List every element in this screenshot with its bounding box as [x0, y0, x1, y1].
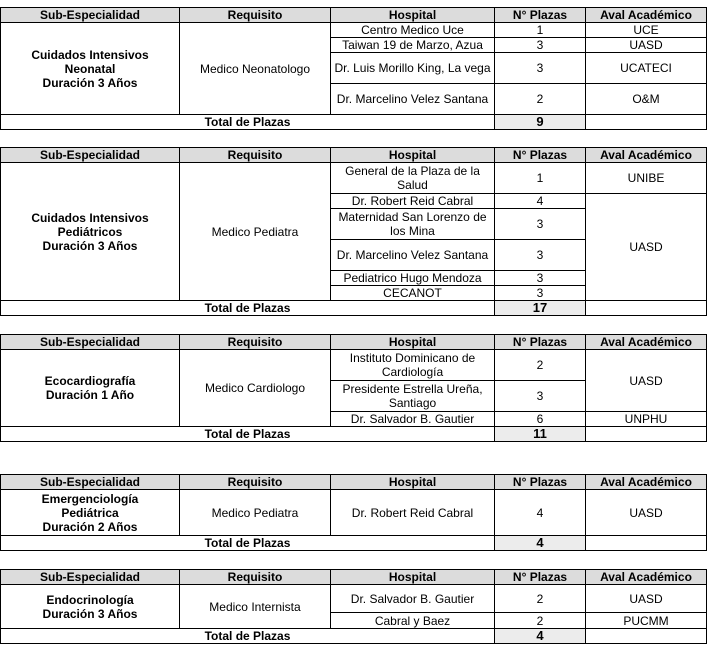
header-row: [1, 335, 707, 350]
header-hosp: Hospital: [331, 335, 495, 350]
plazas: 3: [495, 286, 586, 301]
table-emergenciologia: [0, 474, 707, 551]
total-label: Total de Plazas: [1, 536, 495, 551]
header-row: [1, 570, 707, 585]
plazas: 3: [495, 240, 586, 271]
header-sub: Sub-Especialidad: [1, 8, 180, 23]
total-row: [1, 301, 707, 316]
header-hosp: Hospital: [331, 570, 495, 585]
total-value: 11: [495, 427, 586, 442]
requisito: Medico Cardiologo: [180, 350, 331, 427]
header-row: [1, 8, 707, 23]
hospital: Cabral y Baez: [331, 613, 495, 629]
hospital: Taiwan 19 de Marzo, Azua: [331, 38, 495, 53]
sub-line: Ecocardiografía: [44, 374, 136, 388]
hospital: Dr. Robert Reid Cabral: [331, 490, 495, 536]
header-sub: Sub-Especialidad: [1, 475, 180, 490]
sub-especialidad: [1, 23, 180, 115]
header-plazas: N° Plazas: [495, 335, 586, 350]
plazas: 3: [495, 381, 586, 412]
sub-especialidad: [1, 585, 180, 629]
header-aval: Aval Académico: [586, 148, 707, 163]
header-row: [1, 475, 707, 490]
total-label: Total de Plazas: [1, 301, 495, 316]
sub-line: Cuidados Intensivos: [31, 47, 149, 62]
aval: UASD: [586, 350, 707, 412]
total-blank: [586, 301, 707, 316]
plazas: 2: [495, 585, 586, 613]
table-endocrinologia: [0, 569, 707, 644]
header-plazas: N° Plazas: [495, 8, 586, 23]
total-blank: [586, 115, 707, 130]
aval: UASD: [586, 585, 707, 613]
total-row: [1, 536, 707, 551]
total-label: Total de Plazas: [1, 427, 495, 442]
sub-line: Duración 3 Años: [42, 238, 138, 253]
table-row: [1, 350, 707, 381]
hospital: Centro Medico Uce: [331, 23, 495, 38]
header-sub: Sub-Especialidad: [1, 148, 180, 163]
table-cuidados-pediatricos: [0, 147, 707, 316]
sub-line: Pediátrica: [61, 505, 119, 520]
sub-line: Duración 3 Años: [42, 606, 138, 621]
total-row: [1, 115, 707, 130]
total-label: Total de Plazas: [1, 115, 495, 130]
total-value: 4: [495, 536, 586, 551]
sub-line: Neonatal: [64, 61, 116, 76]
aval: UASD: [586, 38, 707, 53]
header-aval: Aval Académico: [586, 335, 707, 350]
hospital: Dr. Salvador B. Gautier: [331, 412, 495, 427]
plazas: 4: [495, 194, 586, 209]
plazas: 4: [495, 490, 586, 536]
plazas: 3: [495, 209, 586, 240]
plazas: 3: [495, 271, 586, 286]
total-value: 9: [495, 115, 586, 130]
aval: UNPHU: [586, 412, 707, 427]
aval: UCATECI: [586, 53, 707, 84]
sub-especialidad: [1, 350, 180, 427]
header-row: [1, 148, 707, 163]
table-row: [1, 163, 707, 194]
hospital: Dr. Salvador B. Gautier: [331, 585, 495, 613]
plazas: 1: [495, 163, 586, 194]
hospital: Dr. Robert Reid Cabral: [331, 194, 495, 209]
total-row: [1, 629, 707, 644]
header-aval: Aval Académico: [586, 475, 707, 490]
requisito: Medico Internista: [180, 585, 331, 629]
plazas: 2: [495, 84, 586, 115]
header-hosp: Hospital: [331, 148, 495, 163]
hospital: General de la Plaza de la Salud: [331, 163, 495, 194]
sub-line: Cuidados Intensivos: [31, 210, 149, 225]
header-sub: Sub-Especialidad: [1, 335, 180, 350]
aval: PUCMM: [586, 613, 707, 629]
total-value: 4: [495, 629, 586, 644]
hospital: Pediatrico Hugo Mendoza: [331, 271, 495, 286]
table-row: [1, 585, 707, 613]
hospital: Dr. Marcelino Velez Santana: [331, 240, 495, 271]
aval: UNIBE: [586, 163, 707, 194]
plazas: 3: [495, 53, 586, 84]
plazas: 6: [495, 412, 586, 427]
sub-line: Pediátricos: [57, 224, 123, 239]
hospital: Presidente Estrella Ureña, Santiago: [331, 381, 495, 412]
plazas: 2: [495, 613, 586, 629]
plazas: 1: [495, 23, 586, 38]
table-row: [1, 23, 707, 38]
hospital: Dr. Luis Morillo King, La vega: [331, 53, 495, 84]
header-req: Requisito: [180, 148, 331, 163]
plazas: 2: [495, 350, 586, 381]
plazas: 3: [495, 38, 586, 53]
header-req: Requisito: [180, 570, 331, 585]
aval: UCE: [586, 23, 707, 38]
header-hosp: Hospital: [331, 475, 495, 490]
total-value: 17: [495, 301, 586, 316]
total-blank: [586, 536, 707, 551]
requisito: Medico Neonatologo: [180, 23, 331, 115]
aval: UASD: [586, 194, 707, 301]
sub-line: Duración 2 Años: [42, 519, 138, 534]
requisito: Medico Pediatra: [180, 490, 331, 536]
hospital: Maternidad San Lorenzo de los Mina: [331, 209, 495, 240]
hospital: Instituto Dominicano de Cardiología: [331, 350, 495, 381]
sub-especialidad: [1, 490, 180, 536]
sub-line: Duración 1 Año: [45, 388, 135, 402]
table-ecocardiografia: [0, 334, 707, 442]
hospital: CECANOT: [331, 286, 495, 301]
header-req: Requisito: [180, 475, 331, 490]
header-aval: Aval Académico: [586, 570, 707, 585]
sub-line: Endocrinología: [46, 592, 134, 607]
header-plazas: N° Plazas: [495, 475, 586, 490]
header-sub: Sub-Especialidad: [1, 570, 180, 585]
header-hosp: Hospital: [331, 8, 495, 23]
sub-line: Emergenciología: [41, 491, 139, 506]
header-aval: Aval Académico: [586, 8, 707, 23]
sub-line: Duración 3 Años: [42, 75, 138, 90]
hospital: Dr. Marcelino Velez Santana: [331, 84, 495, 115]
total-label: Total de Plazas: [1, 629, 495, 644]
header-plazas: N° Plazas: [495, 148, 586, 163]
table-row: [1, 490, 707, 536]
total-blank: [586, 427, 707, 442]
total-row: [1, 427, 707, 442]
header-plazas: N° Plazas: [495, 570, 586, 585]
header-req: Requisito: [180, 335, 331, 350]
aval: UASD: [586, 490, 707, 536]
header-req: Requisito: [180, 8, 331, 23]
aval: O&M: [586, 84, 707, 115]
total-blank: [586, 629, 707, 644]
requisito: Medico Pediatra: [180, 163, 331, 301]
sub-especialidad: [1, 163, 180, 301]
table-cuidados-neonatal: [0, 7, 707, 130]
